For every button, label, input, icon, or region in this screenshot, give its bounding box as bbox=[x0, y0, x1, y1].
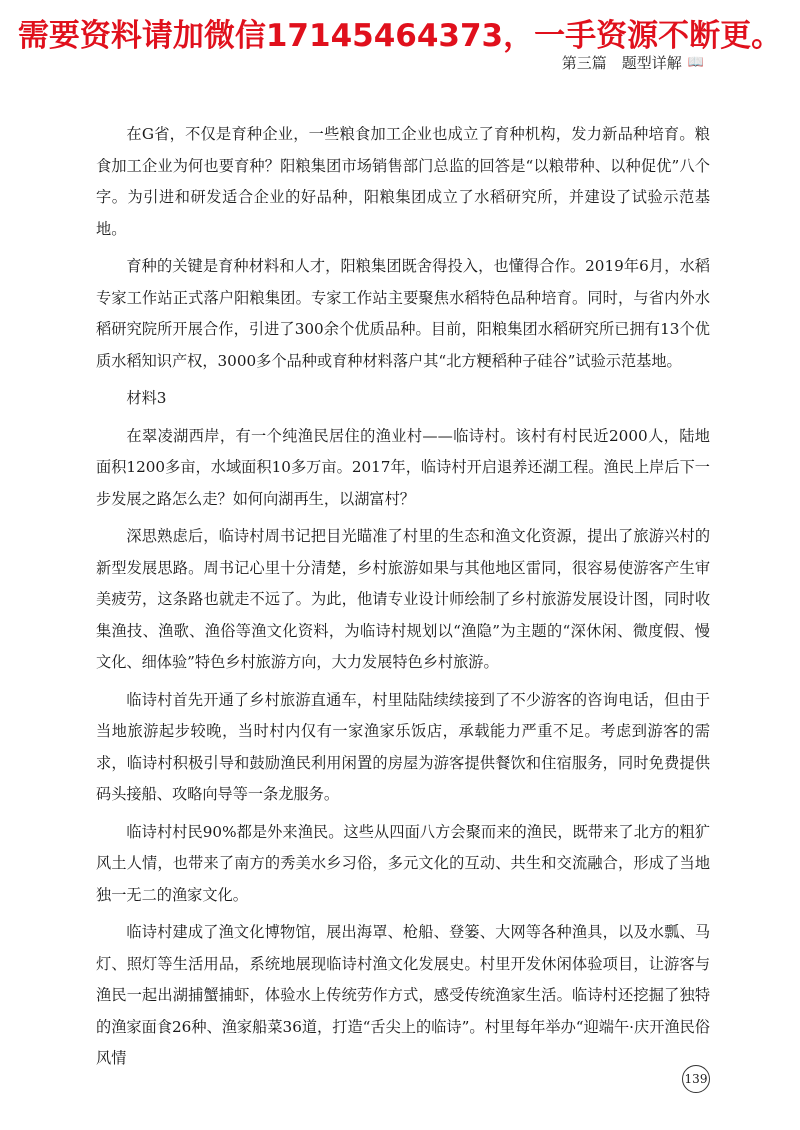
paragraph: 育种的关键是育种材料和人才，阳粮集团既舍得投入，也懂得合作。2019年6月，水稻专家工作站正式落户阳粮集团。专家工作站主要聚焦水稻特色品种培育。同时，与省内外水稻研究院所开展合作，引进了300余个优质品种。目前，阳粮集团水稻研究所已拥有13个优质水稻知识产权，3000多个品种或育种材料落户其“北方粳稻种子硅谷”试验示范基地。 bbox=[96, 257, 710, 370]
book-icon: 📖 bbox=[687, 55, 704, 70]
paragraph: 临诗村村民90%都是外来渔民。这些从四面八方会聚而来的渔民，既带来了北方的粗犷风土人情，也带来了南方的秀美水乡习俗，多元文化的互动、共生和交流融合，形成了当地独一无二的渔家文化。 bbox=[96, 822, 710, 904]
body-text bbox=[96, 119, 710, 1081]
watermark-banner: 需要资料请加微信17145464373，一手资源不断更。 bbox=[17, 18, 783, 54]
paragraph: 临诗村首先开通了乡村旅游直通车，村里陆陆续续接到了不少游客的咨询电话，但由于当地旅游起步较晚，当时村内仅有一家渔家乐饭店，承载能力严重不足。考虑到游客的需求，临诗村积极引导和鼓励渔民利用闲置的房屋为游客提供餐饮和住宿服务，同时免费提供码头接船、攻略向导等一条龙服务。 bbox=[96, 690, 710, 803]
page-number-value: 139 bbox=[684, 1072, 708, 1086]
paragraph: 深思熟虑后，临诗村周书记把目光瞄准了村里的生态和渔文化资源，提出了旅游兴村的新型发展思路。周书记心里十分清楚，乡村旅游如果与其他地区雷同，很容易使游客产生审美疲劳，这条路也就走不远了。为此，他请专业设计师绘制了乡村旅游发展设计图，同时收集渔技、渔歌、渔俗等渔文化资料，为临诗村规划以“渔隐”为主题的“深休闲、微度假、慢文化、细体验”特色乡村旅游方向，大力发展特色乡村旅游。 bbox=[96, 527, 710, 671]
header-text: 第三篇 题型详解 bbox=[561, 54, 682, 72]
paragraph: 在翠凌湖西岸，有一个纯渔民居住的渔业村——临诗村。该村有村民近2000人，陆地面积1200多亩，水域面积10多万亩。2017年，临诗村开启退养还湖工程。渔民上岸后下一步发展之路怎么走？如何向湖再生，以湖富村？ bbox=[96, 426, 710, 508]
page-number bbox=[682, 1065, 710, 1093]
running-header bbox=[562, 52, 704, 73]
paragraph: 临诗村建成了渔文化博物馆，展出海罩、枪船、登篓、大网等各种渔具，以及水瓢、马灯、照灯等生活用品，系统地展现临诗村渔文化发展史。村里开发休闲体验项目，让游客与渔民一起出湖捕蟹捕虾，体验水上传统劳作方式，感受传统渔家生活。临诗村还挖掘了独特的渔家面食26种、渔家船菜36道，打造“舌尖上的临诗”。村里每年举办“迎端午·庆开渔民俗风情 bbox=[96, 923, 710, 1067]
section-heading: 材料3 bbox=[126, 389, 167, 407]
paragraph: 在G省，不仅是育种企业，一些粮食加工企业也成立了育种机构，发力新品种培育。粮食加工企业为何也要育种？阳粮集团市场销售部门总监的回答是“以粮带种、以种促优”八个字。为引进和研发适合企业的好品种，阳粮集团成立了水稻研究所，并建设了试验示范基地。 bbox=[96, 125, 710, 238]
